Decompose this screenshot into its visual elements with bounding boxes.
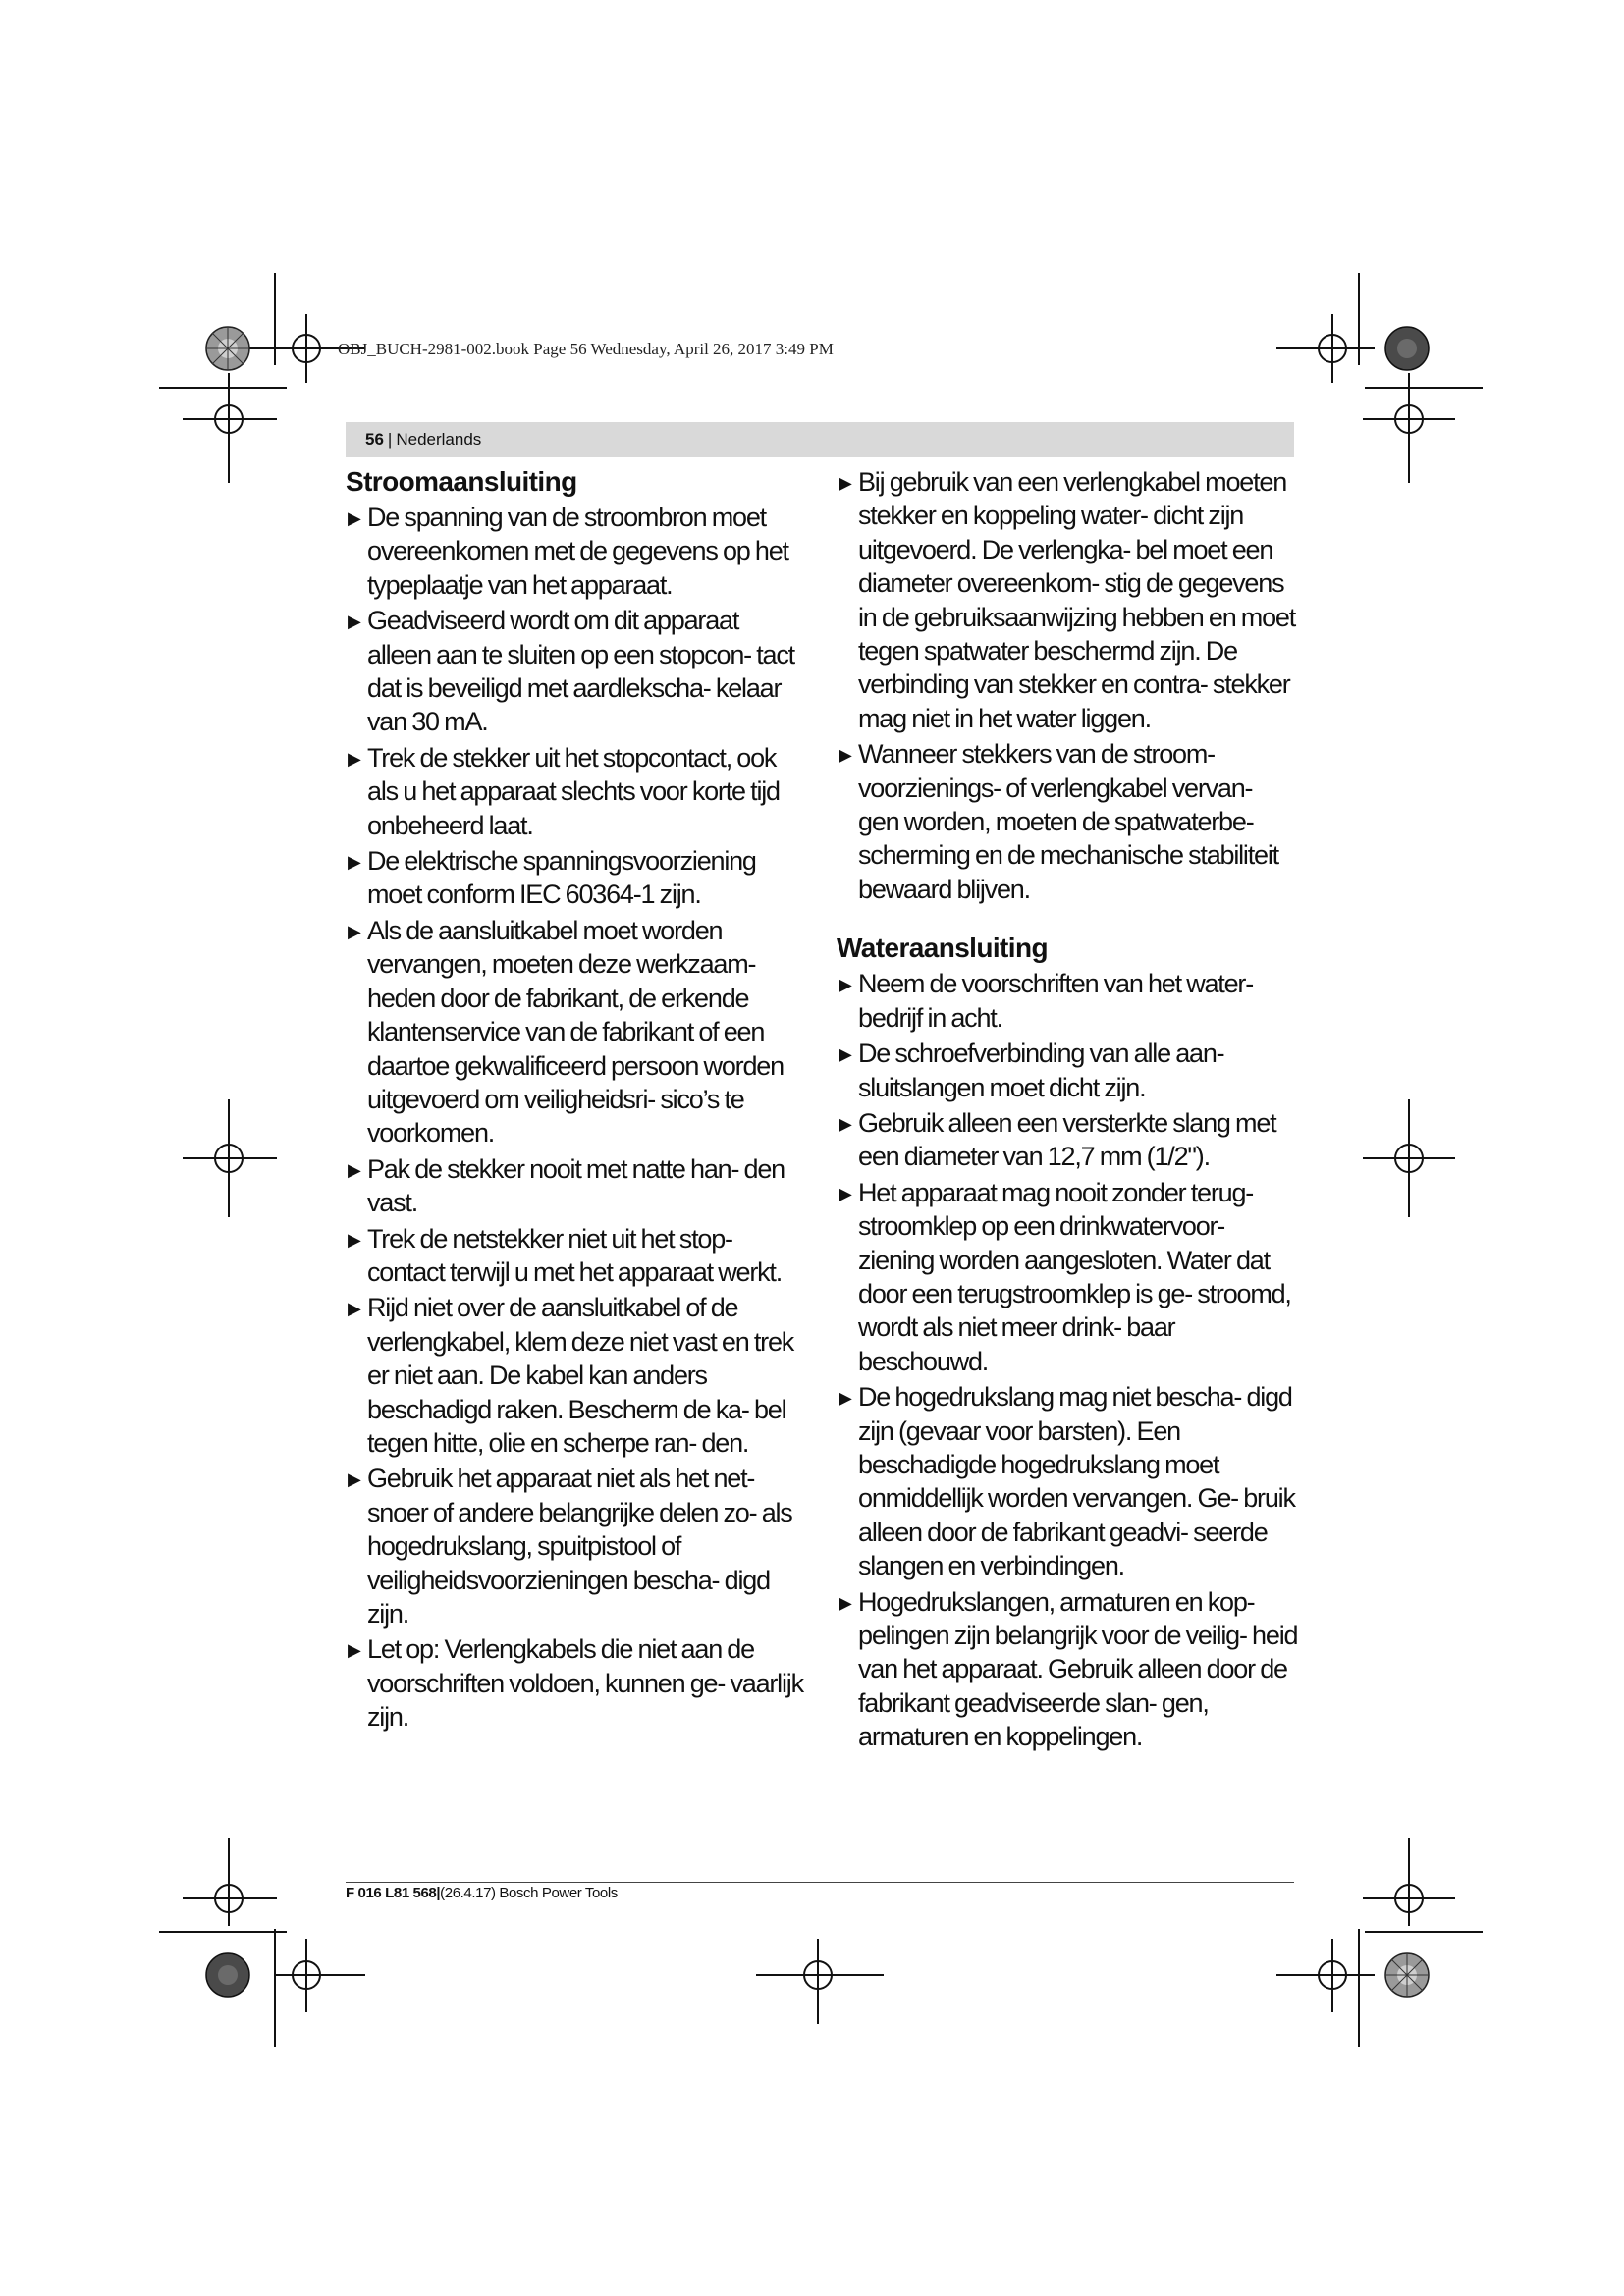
list-item-text: Als de aansluitkabel moet worden vervangen, moeten deze werkzaam- heden door de fabrikant, de erkende klantenservice van de fabrikant of een daartoe gekwalificeerd persoon worden uitgevoerd om veiligheidsri- sico’s te voorkomen.	[367, 915, 784, 1148]
section-name: Nederlands	[396, 430, 482, 449]
bullet-triangle-icon: ▶	[348, 1299, 360, 1319]
list-item-text: Pak de stekker nooit met natte han- den vast.	[367, 1153, 785, 1218]
bullet-triangle-icon: ▶	[348, 852, 360, 873]
list-item-text: Hogedrukslangen, armaturen en kop- pelingen zijn belangrijk voor de veilig- heid van het apparaat. Gebruik alleen door de fabrikant geadviseerde slan- gen, armaturen en koppelingen.	[858, 1586, 1298, 1752]
bullet-triangle-icon: ▶	[839, 473, 851, 493]
list-item	[346, 1291, 807, 1460]
page-number: 56	[365, 430, 384, 449]
list-item	[837, 1106, 1298, 1174]
list-item-text: Wanneer stekkers van de stroom- voorzienings- of verlengkabel vervan- gen worden, moeten de spatwaterbe- scherming en de mechanische stabiliteit bewaard blijven.	[858, 739, 1278, 904]
section-heading-wateraansluiting: Wateraansluiting	[837, 933, 1048, 964]
header-separator: |	[387, 430, 393, 449]
right-bullet-list	[837, 967, 1298, 1753]
list-item-text: Geadviseerd wordt om dit apparaat alleen aan te sluiten op een stopcon- tact dat is beveiligd met aardlekscha- kelaar van 30 mA.	[367, 606, 794, 737]
page-header	[346, 422, 1294, 457]
list-item-text: De schroefverbinding van alle aan- sluitslangen moet dicht zijn.	[858, 1039, 1224, 1102]
list-item-text: Bij gebruik van een verlengkabel moeten stekker en koppeling water- dicht zijn uitgevoerd. De verlengka- bel moet een diameter overeenkom- stig de gegevens in de gebruiksaanwijzing hebben en moet tegen spatwater beschermd zijn. De verbinding van stekker en contra- stekker mag niet in het water liggen.	[858, 467, 1296, 733]
registration-target-top-right	[1385, 327, 1429, 370]
list-item	[346, 844, 807, 912]
footer-rule	[346, 1882, 1294, 1883]
bullet-triangle-icon: ▶	[839, 1592, 851, 1613]
list-item-text: Gebruik alleen een versterkte slang met een diameter van 12,7 mm (1/2").	[858, 1107, 1276, 1172]
print-slug: OBJ_BUCH-2981-002.book Page 56 Wednesday, April 26, 2017 3:49 PM	[338, 340, 834, 358]
bullet-triangle-icon: ▶	[348, 921, 360, 941]
right-top-bullet-list	[837, 465, 1298, 906]
list-item	[837, 737, 1298, 906]
list-item	[837, 1037, 1298, 1104]
list-item-text: De elektrische spanningsvoorziening moet conform IEC 60364-1 zijn.	[367, 846, 756, 910]
bullet-triangle-icon: ▶	[348, 612, 360, 632]
list-item-text: Het apparaat mag nooit zonder terug- stroomklep op een drinkwatervoor- ziening worden aangesloten. Water dat door een terugstroomklep is ge- stroomd, wordt als niet meer drink- baar beschouwd.	[858, 1177, 1291, 1376]
right-column	[837, 465, 1298, 1756]
list-item	[346, 604, 807, 739]
list-item	[346, 914, 807, 1150]
list-item	[837, 1380, 1298, 1582]
bullet-triangle-icon: ▶	[348, 508, 360, 528]
document-code: F 016 L81 568	[346, 1885, 437, 1901]
bullet-triangle-icon: ▶	[839, 975, 851, 995]
left-column	[346, 465, 807, 1736]
bullet-triangle-icon: ▶	[348, 1229, 360, 1250]
bullet-triangle-icon: ▶	[839, 1388, 851, 1409]
list-item-text: Rijd niet over de aansluitkabel of de verlengkabel, klem deze niet vast en trek er niet aan. De kabel kan anders beschadigd raken. Bescherm de ka- bel tegen hitte, olie en scherpe ran- den.	[367, 1293, 794, 1458]
list-item	[837, 1585, 1298, 1754]
list-item	[346, 1462, 807, 1630]
left-bullet-list	[346, 501, 807, 1735]
list-item-text: Gebruik het apparaat niet als het net- snoer of andere belangrijke delen zo- als hogedrukslang, spuitpistool of veiligheidsvoorzieningen bescha- digd zijn.	[367, 1464, 792, 1629]
bullet-triangle-icon: ▶	[348, 1640, 360, 1661]
list-item	[837, 1176, 1298, 1378]
list-item-text: Let op: Verlengkabels die niet aan de voorschriften voldoen, kunnen ge- vaarlijk zijn.	[367, 1634, 803, 1733]
bullet-triangle-icon: ▶	[839, 1183, 851, 1203]
footer-separator: |	[436, 1885, 441, 1901]
list-item	[346, 1632, 807, 1734]
list-item-text: Neem de voorschriften van het water- bedrijf in acht.	[858, 969, 1254, 1033]
bullet-triangle-icon: ▶	[839, 1044, 851, 1065]
list-item	[346, 1152, 807, 1220]
section-heading-stroomaansluiting: Stroomaansluiting	[346, 466, 577, 497]
bullet-triangle-icon: ▶	[839, 745, 851, 766]
bullet-triangle-icon: ▶	[839, 1113, 851, 1134]
list-item	[837, 967, 1298, 1035]
list-item-text: Trek de netstekker niet uit het stop- contact terwijl u met het apparaat werkt.	[367, 1223, 783, 1287]
bullet-triangle-icon: ▶	[348, 748, 360, 769]
list-item-text: De hogedrukslang mag niet bescha- digd zijn (gevaar voor barsten). Een beschadigde hogedrukslang moet onmiddellijk worden vervangen. Ge- bruik alleen door de fabrikant geadvi- seerde slangen en verbindingen.	[858, 1382, 1295, 1581]
list-item	[346, 741, 807, 842]
list-item-text: De spanning van de stroombron moet overeenkomen met de gegevens op het typeplaatje van het apparaat.	[367, 503, 788, 600]
list-item-text: Trek de stekker uit het stopcontact, ook als u het apparaat slechts voor korte tijd onbeheerd laat.	[367, 742, 780, 840]
bullet-triangle-icon: ▶	[348, 1469, 360, 1490]
list-item	[346, 501, 807, 602]
registration-target-top-left	[206, 327, 249, 370]
bullet-triangle-icon: ▶	[348, 1159, 360, 1180]
registration-target-bottom-right	[1385, 1953, 1429, 1997]
page-footer	[346, 1885, 618, 1901]
list-item	[837, 465, 1298, 735]
list-item	[346, 1222, 807, 1290]
footer-text: (26.4.17) Bosch Power Tools	[440, 1885, 618, 1901]
registration-target-bottom-left	[206, 1953, 249, 1997]
